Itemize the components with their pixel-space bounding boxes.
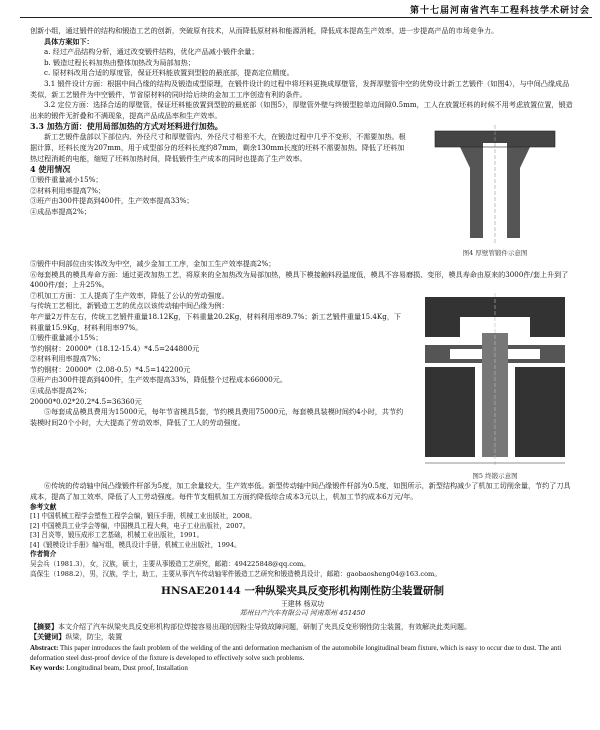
paper2-abstract-en xyxy=(30,643,575,663)
usage-item: ⑤锻件中间部位由实体改为中空，减少金加工工序，金加工生产效率提高2%； xyxy=(30,258,276,268)
usage-paragraph-5: ⑤每套成品模具费用为15000元，每年节省模具5套，节约模具费用75000元，每套模具装模时间约4小时，共节约装模时间20个小时，大大提高了劳动效率，降低了工人的劳动强度。 xyxy=(30,407,404,427)
abstract-cn-label: 【摘要】 xyxy=(30,621,58,631)
section-4-heading: 4 使用情况 xyxy=(30,164,71,175)
plan-item: b. 锻造过程长料加热由整体加热改为局部加热； xyxy=(44,57,195,67)
references xyxy=(30,503,575,580)
usage-item: ④成品率提高2%； xyxy=(30,206,91,216)
paper2-keywords-en xyxy=(30,663,575,673)
paper2-authors: 王建林 杨双功 xyxy=(281,599,324,608)
usage-item: ③班产由300件提高到400件，生产效率提高33%，降低整个过程成本66000元。 xyxy=(30,375,287,385)
left-column xyxy=(30,121,408,217)
abstract-en-text: This paper introduces the fault problem of the welding of the anti deformation mechanism of the automobile longitudinal beam fixture, which is easy to occur due to dust. The anti deformation steel dust-proof device of the fixture is developed to effectively solve such problems. xyxy=(30,643,562,662)
usage-paragraph-6: ⑥传统的传动轴中间凸缘锻件杆部为5度，加工余量较大，生产效率低。新型传动轴中间凸缘锻件杆部为0.5度，如图所示，新型结构减少了机加工切削余量，节约了刀具成本，提高了加工效率，降低了人工劳动强度。每件节支粗机加工方面约降低综合成本3元以上，机加工节约成本6万元/年。 xyxy=(30,481,571,501)
usage-item: ③班产由300件提高到400件，生产效率提高33%； xyxy=(30,196,194,206)
usage-item: ①锻件重量减小15%； xyxy=(30,333,103,343)
usage-item: ⑦机加工方面：工人提高了生产效率，降低了公认的劳动强度。 xyxy=(30,290,229,300)
thick-tube-forging-diagram xyxy=(425,123,565,248)
references-heading: 参考文献 xyxy=(30,502,57,511)
usage-item: ④成品率提高2%； xyxy=(30,386,91,396)
section-3-3: 新工艺锻件盘部以下部位内、外径尺寸和厚壁管内、外径尺寸相差不大，在锻造过程中几乎不变形，不需要加热。根据计算，坯料长度为207mm，用于成型部分的坯料长度约87mm，剩余130mm长度的坯料不需要加热。降低了坯料加热过程消耗的电能，缩短了坯料加热时间，降低锻件生产成本的同时也提高了生产效率。 xyxy=(30,132,406,163)
abstract-en-label: Abstract: xyxy=(30,643,59,652)
usage-item: ②材料利用率提高7%； xyxy=(30,185,106,195)
keywords-cn-text: 纵梁，防尘，装置 xyxy=(65,632,123,642)
plan-item: c. 原材料改用合适的厚度管，保证坯料能放置到型腔的最底部，提高定位精度。 xyxy=(44,68,294,78)
authors-heading: 作者简介 xyxy=(30,550,57,559)
usage-item: 与传统工艺相比，新锻造工艺的优点以该传动轴中间凸缘为例： xyxy=(30,301,229,311)
usage-item: ②材料利用率提高7%； xyxy=(30,354,106,364)
left-column-2 xyxy=(30,291,408,429)
keywords-cn-label: 【关键词】 xyxy=(30,632,66,642)
section-3-3-heading: 3.3 加热方面：使用局部加热的方式对坯料进行加热。 xyxy=(30,121,223,132)
usage-item: ①锻件重量减小15%； xyxy=(30,175,103,185)
paper2-affiliation: 郑州日产汽车有限公司 河南郑州 451450 xyxy=(239,608,366,617)
paper2-title: HNSAE20144 一种纵梁夹具反变形机构刚性防尘装置研制 xyxy=(161,585,444,598)
figure-4-caption: 图4 厚壁管锻件示意图 xyxy=(462,249,528,258)
intro-paragraph: 创新小组，通过锻件的结构和锻造工艺的创新，突破原有技术，从而降低原材料和能源消耗，降低成本提高生产效率，进一步提高产品的市场竞争力。 xyxy=(30,26,499,35)
keywords-en-label: Key words: xyxy=(30,663,65,672)
plan-heading: 具体方案如下： xyxy=(44,36,94,46)
figure-5-caption: 图5 终锻示意图 xyxy=(472,471,518,480)
plan-item: a. 经过产品结构分析，通过改变锻件结构，优化产品减小锻件余量； xyxy=(44,47,259,57)
usage-item: 20000*0.02*20.2*4.5=36360元 xyxy=(30,396,142,406)
reference-item: [1] 中国机械工程学会塑性工程学会编，锻压手册，机械工业出版社，2008。 xyxy=(30,512,257,521)
final-forging-diagram xyxy=(420,293,570,471)
reference-item: [2] 中国模具工业学会等编，中国模具工程大典，电子工业出版社，2007。 xyxy=(30,521,250,530)
figure-5 xyxy=(415,293,575,482)
author-bio: 吴会兵（1981.3），女，汉族，硕士，主要从事锻造工艺研究，邮箱：494225848@qq.com。 xyxy=(30,560,310,569)
section-3-2: 3.2 定位方面：选择合适的厚壁管，保证坯料能放置到型腔的最底部（如图5），厚壁管外壁与终锻型腔单边间隙0.5mm，工人在放置坯料的时候不用考虑放置位置，锻造出来的锻件无折叠和不满现象，提高产品成品率和生产效率。 xyxy=(30,100,573,120)
usage-item: ⑥每套模具的模具寿命方面：通过更改加热工艺，将原来的全加热改为局部加热，模具下模接触料段温度低，模具不容易磨损、变形，模具寿命由原来的3000件/套上升到了4000件/套；上升25%。 xyxy=(30,269,569,290)
keywords-en-text: Longitudinal beam, Dust proof, Installation xyxy=(66,663,188,672)
reference-item: [3] 吕炎等，锻压成形工艺基础，机械工业出版社，1991。 xyxy=(30,531,204,540)
usage-item: 节约钢材：20000*（18.12-15.4）*4.5=244800元 xyxy=(30,343,200,353)
header-title: 第十七届河南省汽车工程科技学术研讨会 xyxy=(409,6,590,16)
paper2-keywords-cn xyxy=(30,632,575,643)
reference-item: [4]《锻模设计手册》编写组，模具设计手册，机械工业出版社，1994。 xyxy=(30,540,241,549)
section-3-1: 3.1 锻件设计方面：根据中间凸缘的结构及锻造成型原理，在锻件设计的过程中将坯料更换成厚壁管，发挥厚壁管中空的优势设计新工艺锻件（如图4），与中间凸缘成品类似，新工艺锻件为中空锻件，节省原材料的同时给后续的金加工工序创造有利的条件。 xyxy=(30,78,570,99)
figure-4 xyxy=(415,123,575,259)
abstract-cn-text: 本文介绍了汽车纵梁夹具反变形机构部位焊接容易出现的因粉尘导致故障问题，研制了夹具反变形钢性防尘装置，有效解决此类问题。 xyxy=(58,622,471,631)
header-rule xyxy=(20,17,592,18)
page-content xyxy=(30,26,575,673)
author-bio: 高保生（1988.2），男，汉族，学士，助工，主要从事汽车传动轴零件锻造工艺研究和锻造模具设计，邮箱：gaobaosheng04@163.com。 xyxy=(30,569,441,578)
page-header xyxy=(0,0,600,20)
usage-item: 节约钢材：20000*（2.08-0.5）*4.5=142200元 xyxy=(30,364,191,374)
usage-item: 年产量2万件左右，传统工艺锻件重量18.12Kg，下料重量20.2Kg，材料利用率89.7%；新工艺锻件重量15.4Kg，下料重量15.9Kg，材料利用率97%。 xyxy=(30,311,401,332)
paper2-abstract-cn xyxy=(30,622,575,632)
